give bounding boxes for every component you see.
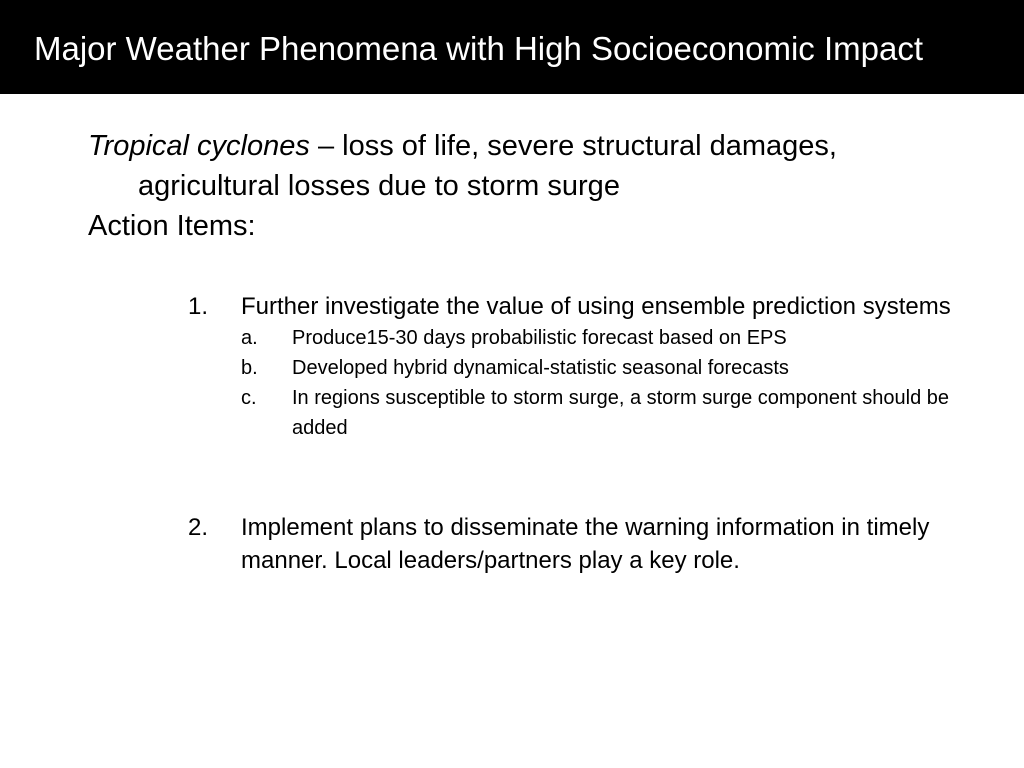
intro-paragraph [88,126,978,206]
sub-item-text: In regions susceptible to storm surge, a storm surge component should be added [292,387,950,439]
sub-item-b [241,353,988,383]
sub-item-c [241,383,988,443]
sub-item-letter: b. [241,357,258,379]
intro-topic: Tropical cyclones [88,130,310,162]
title-bar [0,0,1024,94]
slide-body [88,126,988,246]
action-item-text: Further investigate the value of using ensemble prediction systems [241,293,951,320]
action-item-1 [188,290,988,443]
sub-item-a [241,323,988,353]
action-item-text: Implement plans to disseminate the warning information in timely manner. Local leaders/partners play a key role. [241,514,930,574]
action-item-number: 1. [188,293,209,320]
action-item-2 [188,511,988,577]
intro-description: – loss of life, severe structural damages, agricultural losses due to storm surge [138,130,837,202]
sub-item-letter: c. [241,387,257,409]
action-item-number: 2. [188,514,209,541]
sub-item-text: Developed hybrid dynamical-statistic seasonal forecasts [292,357,789,379]
action-items-heading: Action Items: [88,210,256,242]
sub-item-text: Produce15-30 days probabilistic forecast based on EPS [292,327,787,349]
slide-title: Major Weather Phenomena with High Socioeconomic Impact [34,30,923,67]
sub-item-letter: a. [241,327,258,349]
